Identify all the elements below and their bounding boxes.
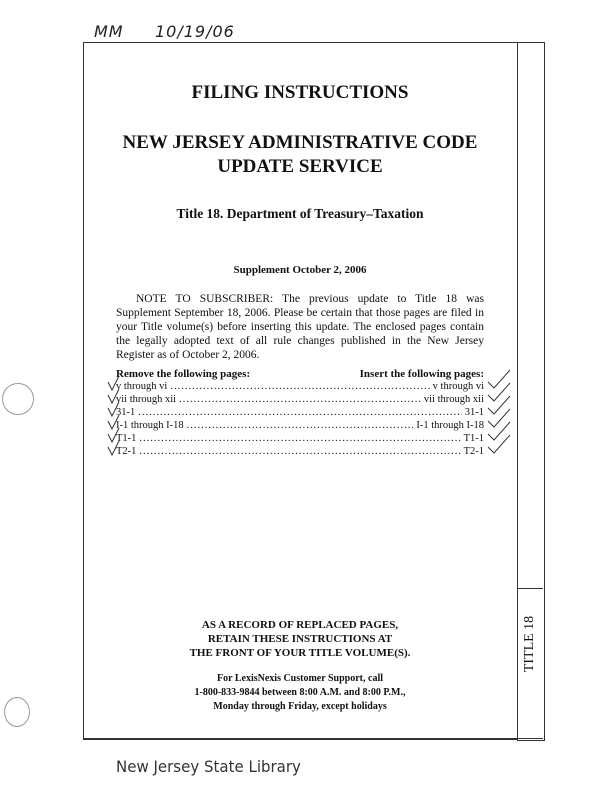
punch-hole [2, 383, 34, 415]
table-row [116, 394, 484, 407]
remove-page-range: v through vi [116, 381, 168, 392]
handwritten-date: 10/19/06 [155, 22, 235, 41]
table-row [116, 420, 484, 433]
dot-leader [138, 407, 462, 418]
remove-page-range: vii through xii [116, 394, 177, 406]
insert-page-range: 31-1 [464, 407, 484, 419]
subscriber-note: NOTE TO SUBSCRIBER: The previous update to Title 18 was Supplement September 18, 2006. Please be certain that those pages are filed in your Title volume(s) before inserting this update. The enclosed pages contain the legally adopted text of all rule changes published in the New Jersey Register as of October 2, 2006. [116, 293, 484, 361]
insert-page-range: T1-1 [463, 433, 484, 445]
title-section-heading: Title 18. Department of Treasury–Taxation [176, 206, 424, 221]
dot-leader [139, 433, 460, 444]
dot-leader [187, 420, 414, 431]
page-title: FILING INSTRUCTIONS [191, 82, 409, 103]
title-tab-label: TITLE 18 [522, 615, 537, 673]
insert-page-range: v through vi [432, 381, 484, 392]
handwritten-checkmarks-left [106, 370, 120, 470]
dot-leader [170, 381, 429, 392]
record-notice-line-1: AS A RECORD OF REPLACED PAGES, [201, 619, 399, 631]
remove-page-range: 31-1 [116, 407, 136, 419]
support-line-2: 1-800-833-9844 between 8:00 A.M. and 8:00 P.M., [194, 687, 406, 698]
subtitle-line-2: UPDATE SERVICE [217, 156, 383, 177]
handwritten-checkmarks-right [484, 362, 514, 462]
dot-leader [179, 394, 421, 405]
table-row [116, 381, 484, 394]
remove-page-range: I-1 through I-18 [116, 420, 184, 432]
record-notice-line-3: THE FRONT OF YOUR TITLE VOLUME(S). [189, 647, 411, 659]
library-stamp: New Jersey State Library [116, 757, 301, 777]
tab-divider [517, 588, 543, 589]
remove-page-range: T1-1 [116, 433, 137, 445]
table-row [116, 433, 484, 446]
insert-page-range: vii through xii [423, 394, 484, 406]
dot-leader [139, 446, 460, 457]
insert-pages-header: Insert the following pages: [359, 368, 484, 380]
record-notice-line-2: RETAIN THESE INSTRUCTIONS AT [207, 633, 393, 645]
punch-hole [4, 697, 30, 727]
handwritten-initials: MM [94, 22, 124, 41]
table-row [116, 407, 484, 420]
support-line-3: Monday through Friday, except holidays [213, 701, 387, 712]
pages-table-header [116, 368, 484, 380]
insert-page-range: I-1 through I-18 [416, 420, 484, 432]
remove-pages-header: Remove the following pages: [116, 368, 251, 380]
table-row [116, 446, 484, 459]
pages-table [116, 381, 484, 460]
subtitle-line-1: NEW JERSEY ADMINISTRATIVE CODE [122, 132, 478, 153]
support-line-1: For LexisNexis Customer Support, call [216, 673, 383, 684]
bottom-rule [83, 738, 543, 739]
remove-page-range: T2-1 [116, 446, 137, 458]
supplement-date: Supplement October 2, 2006 [233, 264, 367, 276]
insert-page-range: T2-1 [463, 446, 484, 458]
